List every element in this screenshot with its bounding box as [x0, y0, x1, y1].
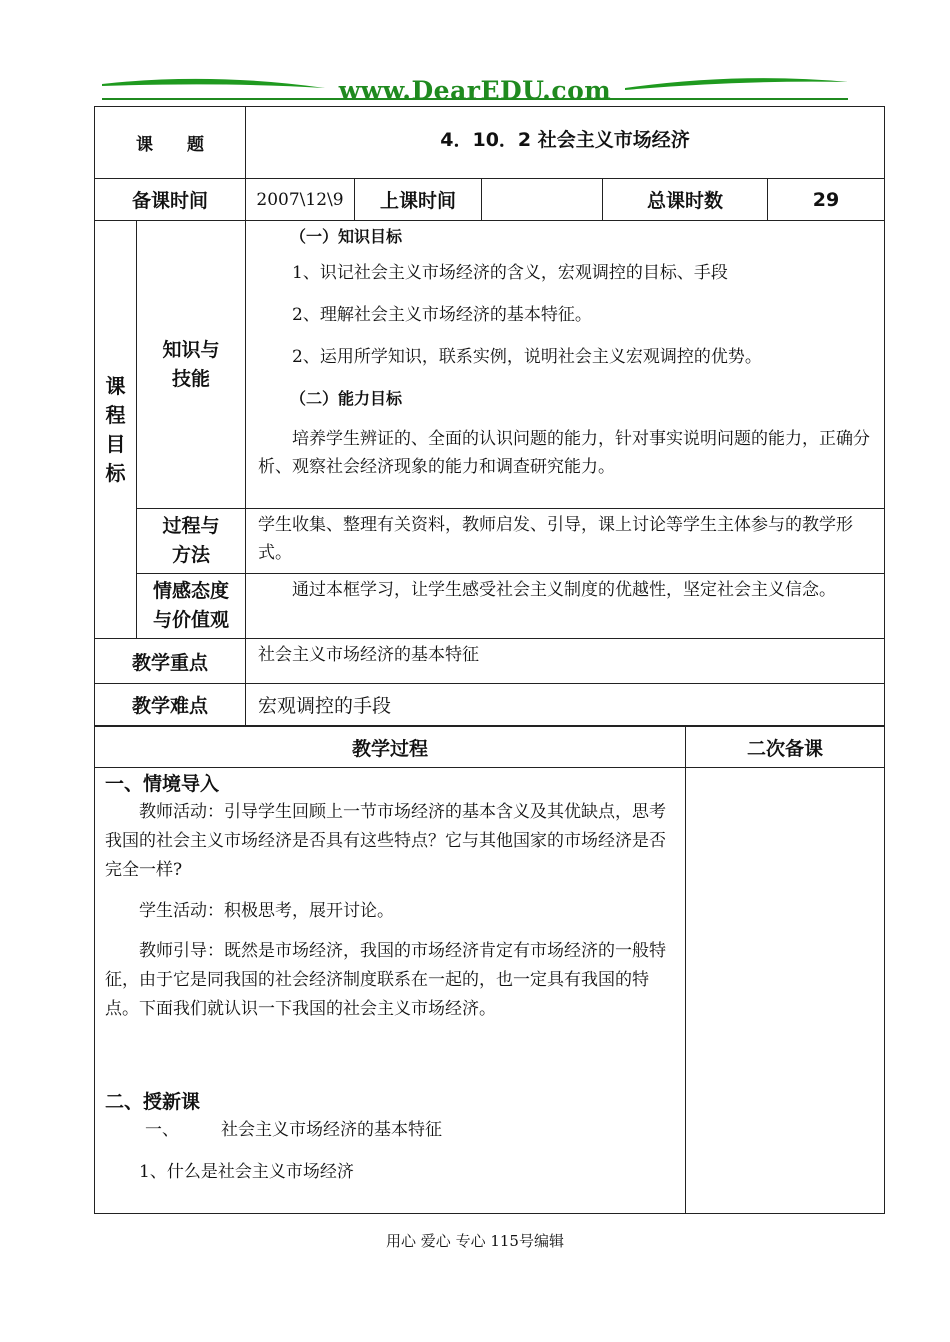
topic-label: 课 题 [95, 107, 246, 179]
subsection-1-item-1: 1、什么是社会主义市场经济 [139, 1162, 354, 1182]
difficulty-label: 教学难点 [95, 684, 246, 726]
knowledge-item-2: 2、理解社会主义市场经济的基本特征。 [292, 305, 592, 325]
emotion-text: 通过本框学习，让学生感受社会主义制度的优越性，坚定社会主义信念。 [292, 580, 836, 600]
objectives-char: 目 [105, 431, 126, 456]
class-time-value [482, 179, 603, 221]
teacher-activity: 教师活动：引导学生回顾上一节市场经济的基本含义及其优缺点，思考我国的社会主义市场经济是否具有这些特点？它与其他国家的市场经济是否完全一样? [105, 802, 666, 880]
difficulty-text: 宏观调控的手段 [246, 684, 885, 726]
key-point-label: 教学重点 [95, 639, 246, 684]
process-content [95, 768, 686, 1214]
second-prep-header: 二次备课 [686, 727, 885, 768]
ability-heading: （二）能力目标 [290, 389, 403, 408]
site-logo-text: www.DearEDU.com [338, 76, 612, 105]
topic-value: 4．10．2 社会主义市场经济 [246, 107, 885, 179]
section-2-title: 二、授新课 [105, 1091, 201, 1113]
prep-time-value: 2007\12\9 [246, 179, 355, 221]
page-footer: 用心 爱心 专心 115号编辑 [386, 1232, 564, 1250]
emotion-label: 情感态度 与价值观 [137, 574, 246, 639]
process-method-label: 过程与 方法 [137, 509, 246, 574]
key-point-text: 社会主义市场经济的基本特征 [258, 645, 479, 665]
prep-time-label: 备课时间 [95, 179, 246, 221]
process-method-text: 学生收集、整理有关资料，教师启发、引导，课上讨论等学生主体参与的教学形式。 [258, 515, 853, 563]
knowledge-content [246, 221, 885, 509]
section-1-title: 一、情境导入 [105, 773, 220, 795]
knowledge-item-1: 1、识记社会主义市场经济的含义，宏观调控的目标、手段 [292, 263, 728, 283]
key-point-cell [246, 639, 885, 684]
teacher-guide: 教师引导：既然是市场经济，我国的市场经济肯定有市场经济的一般特征，由于它是同我国的社会经济制度联系在一起的，也一定具有我国的特点。下面我们就认识一下我国的社会主义市场经济。 [105, 941, 666, 1019]
student-activity: 学生活动：积极思考，展开讨论。 [139, 901, 394, 921]
second-prep-cell [686, 768, 885, 1214]
knowledge-heading: （一）知识目标 [290, 227, 403, 246]
ability-text: 培养学生辨证的、全面的认识问题的能力，针对事实说明问题的能力，正确分析、观察社会经济现象的能力和调查研究能力。 [258, 429, 870, 477]
subsection-1-title: 社会主义市场经济的基本特征 [221, 1120, 442, 1140]
objectives-char: 课 [105, 373, 126, 398]
process-header: 教学过程 [95, 727, 686, 768]
subsection-1-number: 一、 [145, 1120, 179, 1140]
class-time-label: 上课时间 [355, 179, 482, 221]
knowledge-label: 知识与 技能 [137, 221, 246, 509]
teaching-process-table [94, 726, 885, 1214]
objectives-char: 标 [105, 460, 126, 485]
process-method-cell [246, 509, 885, 574]
objectives-label [95, 221, 137, 639]
lesson-info-table [94, 106, 885, 726]
total-hours-label: 总课时数 [603, 179, 768, 221]
subsection-1 [105, 1116, 675, 1144]
emotion-cell [246, 574, 885, 639]
objectives-char: 程 [105, 402, 126, 427]
knowledge-item-3: 2、运用所学知识，联系实例，说明社会主义宏观调控的优势。 [292, 347, 762, 367]
total-hours-value: 29 [768, 179, 885, 221]
